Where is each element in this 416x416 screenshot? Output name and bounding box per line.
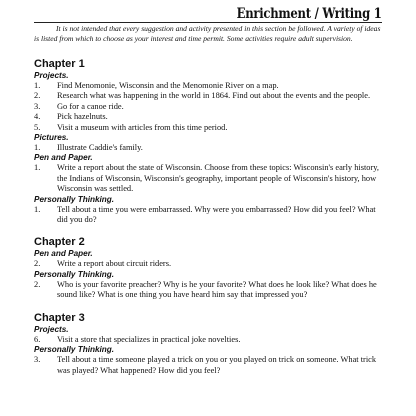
chapter-title: Chapter 3 xyxy=(34,311,85,324)
item-text: Go for a canoe ride. xyxy=(57,101,124,111)
section-heading: Pen and Paper. xyxy=(34,249,93,259)
activity-item xyxy=(34,259,382,269)
item-number: 1. xyxy=(34,81,41,90)
chapter-section xyxy=(34,236,382,300)
item-text: Illustrate Caddie's family. xyxy=(57,143,143,153)
item-number: 2. xyxy=(34,91,41,101)
item-number: 4. xyxy=(34,112,41,122)
intro-paragraph: It is not intended that every suggestion and activity presented in this section be followed. A variety of ideas is listed from which to choose as your interest and time permit. Some activities require adult supervision. xyxy=(34,24,381,43)
item-number: 1. xyxy=(34,143,41,153)
activity-item xyxy=(34,205,382,226)
activity-item xyxy=(34,91,382,101)
chapter-section xyxy=(34,58,382,225)
item-text: Research what was happening in the world in 1864. Find out about the events and the people. xyxy=(57,91,371,101)
chapter-list xyxy=(34,58,382,376)
activity-item xyxy=(34,355,382,376)
header-divider xyxy=(34,22,382,23)
page-title: Enrichment / Writing 1 xyxy=(237,6,382,22)
item-number: 3. xyxy=(34,355,41,365)
item-number: 2. xyxy=(34,259,41,269)
activity-item xyxy=(34,335,382,345)
activity-item xyxy=(34,112,382,122)
section-heading: Personally Thinking. xyxy=(34,194,115,204)
item-text: Pick hazelnuts. xyxy=(57,112,108,122)
activity-item xyxy=(34,163,382,194)
section-heading: Projects. xyxy=(34,71,69,80)
item-text: Write a report about the state of Wisconsin. Choose from these topics: Wisconsin's early history, the Indians of Wisconsin, Wisconsin's geography, important people of Wisconsin's history, how Wisconsin was settled. xyxy=(57,163,380,194)
activity-item xyxy=(34,81,382,91)
item-text: Tell about a time someone played a trick on you or you played on trick on someone. What trick was played? What happened? How did you feel? xyxy=(57,355,377,375)
item-number: 2. xyxy=(34,279,41,289)
section-heading: Personally Thinking. xyxy=(34,269,115,279)
activity-item xyxy=(34,143,382,153)
item-text: Who is your favorite preacher? Why is he your favorite? What does he look like? What does he sound like? What is one thing you have heard him say that impressed you? xyxy=(57,279,377,300)
item-text: Write a report about circuit riders. xyxy=(57,259,172,269)
item-number: 5. xyxy=(34,122,41,132)
item-number: 6. xyxy=(34,334,41,344)
item-number: 3. xyxy=(34,101,41,111)
activity-item xyxy=(34,280,382,301)
item-text: Visit a store that specializes in practical joke novelties. xyxy=(57,334,241,344)
item-text: Visit a museum with articles from this time period. xyxy=(57,122,228,132)
section-heading: Pen and Paper. xyxy=(34,153,93,163)
chapter-title: Chapter 1 xyxy=(34,58,85,70)
item-text: Tell about a time you were embarrassed. Why were you embarrassed? How did you feel? What did you do? xyxy=(57,204,376,225)
activity-item xyxy=(34,102,382,112)
page-header xyxy=(213,6,382,22)
item-number: 1. xyxy=(34,204,41,214)
section-heading: Projects. xyxy=(34,324,69,334)
item-text: Find Menomonie, Wisconsin and the Menomonie River on a map. xyxy=(57,81,279,90)
section-heading: Pictures. xyxy=(34,133,69,143)
section-heading: Personally Thinking. xyxy=(34,345,115,355)
chapter-section xyxy=(34,312,382,376)
chapter-title: Chapter 2 xyxy=(34,236,85,249)
item-number: 1. xyxy=(34,163,41,173)
activity-item xyxy=(34,123,382,133)
